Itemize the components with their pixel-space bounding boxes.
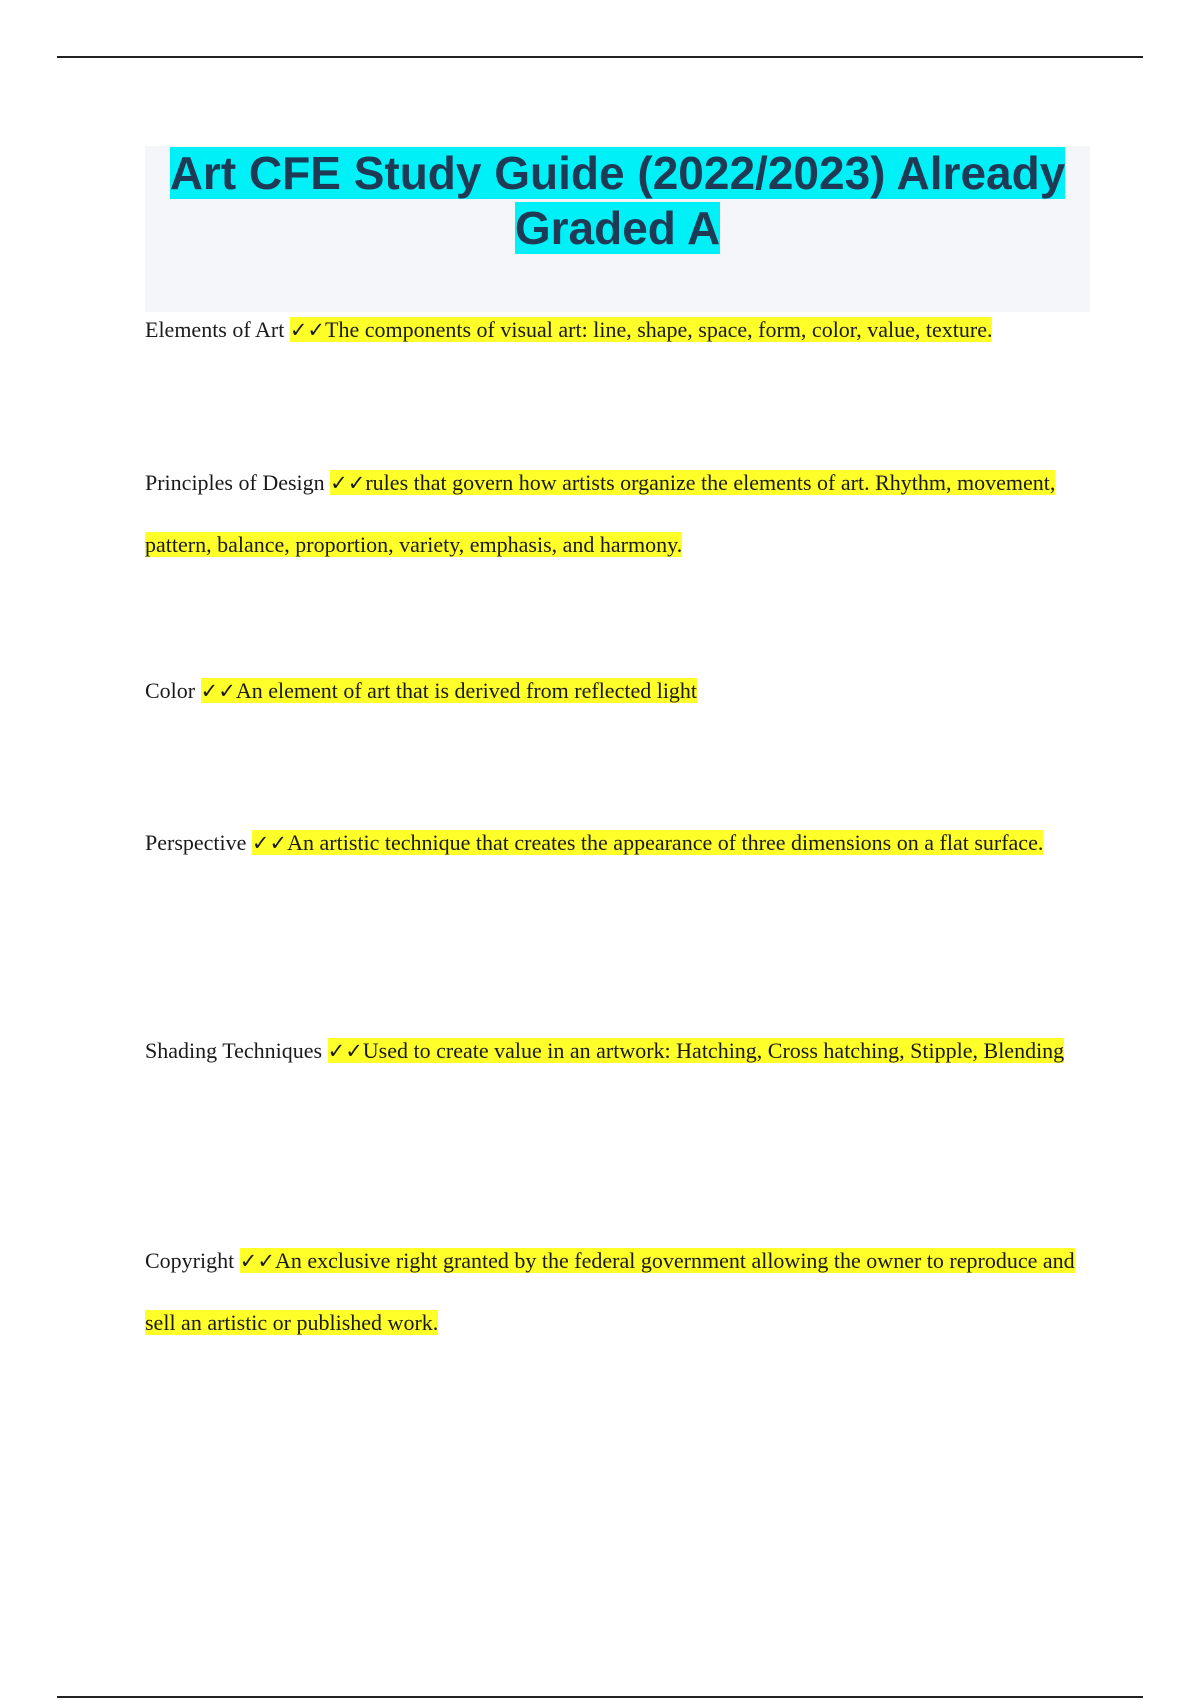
- double-check-icon: ✓✓: [327, 1039, 363, 1063]
- term: Perspective: [145, 830, 247, 855]
- page-title-text: Art CFE Study Guide (2022/2023) Already Graded A: [169, 147, 1066, 254]
- term: Copyright: [145, 1248, 235, 1273]
- title-block: [145, 146, 1090, 312]
- bottom-divider: [57, 1696, 1143, 1698]
- term: Color: [145, 678, 196, 703]
- qa-item-color: [145, 660, 1090, 722]
- qa-item-copyright: [145, 1230, 1090, 1353]
- qa-item-elements-of-art: [145, 299, 1090, 361]
- double-check-icon: ✓✓: [251, 831, 288, 855]
- definition: An exclusive right granted by the federal government allowing the owner to reproduce and sell an artistic or published work.: [145, 1248, 1075, 1335]
- answer-highlight: [252, 830, 1043, 855]
- term: Principles of Design: [145, 470, 325, 495]
- term: Elements of Art: [145, 317, 285, 342]
- definition: The components of visual art: line, shape, space, form, color, value, texture.: [325, 317, 993, 342]
- double-check-icon: ✓✓: [239, 1249, 275, 1273]
- definition: An element of art that is derived from reflected light: [235, 678, 698, 703]
- double-check-icon: ✓✓: [200, 679, 236, 703]
- term: Shading Techniques: [145, 1038, 323, 1063]
- qa-item-shading-techniques: [145, 1020, 1090, 1082]
- answer-highlight: [290, 317, 993, 342]
- answer-highlight: [201, 678, 697, 703]
- answer-highlight: [328, 1038, 1065, 1063]
- definition: Used to create value in an artwork: Hatching, Cross hatching, Stipple, Blending: [362, 1038, 1065, 1063]
- answer-highlight: [145, 1248, 1075, 1335]
- definition: rules that govern how artists organize the elements of art. Rhythm, movement, pattern, balance, proportion, variety, emphasis, and harmony.: [145, 470, 1056, 557]
- double-check-icon: ✓✓: [289, 318, 326, 342]
- page-title: [145, 146, 1090, 256]
- qa-item-principles-of-design: [145, 452, 1090, 575]
- top-divider: [57, 56, 1143, 58]
- definition: An artistic technique that creates the appearance of three dimensions on a flat surface.: [287, 830, 1044, 855]
- qa-item-perspective: [145, 812, 1090, 874]
- double-check-icon: ✓✓: [330, 471, 366, 495]
